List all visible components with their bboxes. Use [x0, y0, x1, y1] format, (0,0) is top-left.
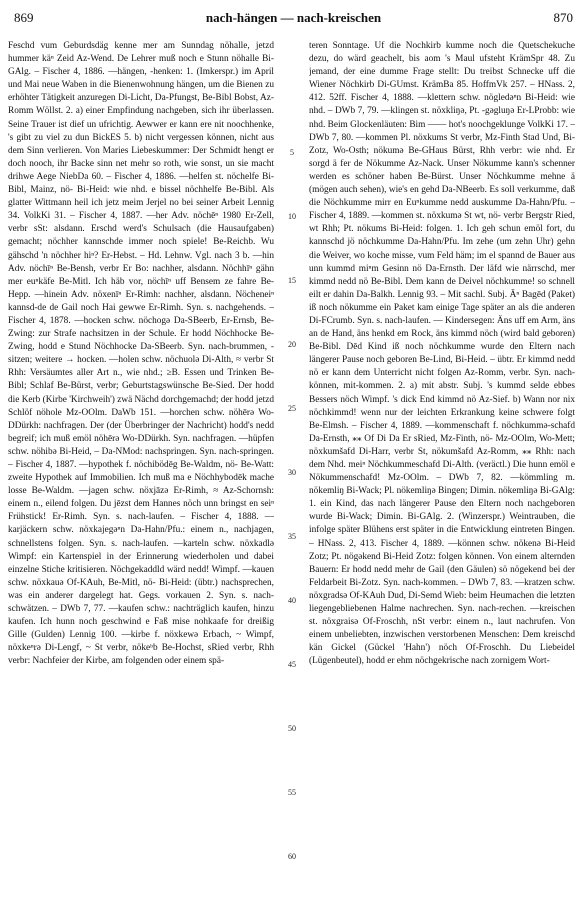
page-number-right: 870 [553, 10, 573, 25]
line-number: 5 [290, 148, 294, 157]
line-number: 35 [288, 532, 296, 541]
running-header [14, 10, 573, 30]
left-column [8, 40, 274, 906]
line-number: 10 [288, 212, 296, 221]
line-number: 45 [288, 660, 296, 669]
running-title: nach-hängen — nach-kreischen [205, 10, 382, 25]
page-number-left: 869 [14, 10, 34, 25]
line-number-gutter [281, 40, 303, 906]
line-number: 25 [288, 404, 296, 413]
line-number: 55 [288, 788, 296, 797]
line-number: 40 [288, 596, 296, 605]
left-column-text: Feschd vum Geburdsdäg kenne mer am Sunndag nöhalle, jetzd hummer käⁿ Zeid Az-Wend. De Lehrer muß noch e Stunn nöhalle Bi-GAlg. – Fischer 4, 1886. —hängen, -henken: 1. (Imkerspr.) im April und Mai neue Waben in die Bienenwohnung hängen, um die Bienen zu erhöhter Tätigkeit anzuregen Di-Licht, Da-Pfungst, Be-Bibl Bobst, Az-Romm Wöllst. 2. a) einer Empfindung nachgeben, sich ihr überlassen. Seine Trauer ist dief un ufrichtig. Aewwer er kann ere nit noochhenke, 's gibt zu viel zu dun BickES 5. b) nicht vergessen können, nicht aus dem Sinn verlieren. Von Maries Liebeskummer: Der Schmidt hengt er doch nooch, ihr Backe sinn net mehr so roth, wie sonst, un sie macht drihwe Aege NiebDa 60. – Fischer 4, 1886. —helfen st. nöchelfe Bi-Bibl, Mainz, nö- Bi-Heid: wie nhd. e bissel nöchhelfe Be-Bibl. Als glatter Wittmann heil ich jetz meim Jerjel no bei seiner Arbeit Lennig 34. VolkKi 31. – Fischer 4, 1887. —her Adv. nöchēⁿ 1980 Er-Zell, verbr sSt: alsdann. Erschd werd's Schulsach (die Hausaufgaben) gemacht; nöchher kannschde immer noch spiele! Be-Reichb. Wu gähschd 'n nöchher hiⁿ? Er-Hebst. – Hd. Lehnw. Vgl. nach 3 b. —hin Adv. nöchīⁿ Be-Bensh, verbr Er Bo: nachher, alsdann. Nöchhīⁿ gähn mer euⁿkäfe Be-Mitl. Ich häb vor, nöchīⁿ uff Bensem ze fahre Be-Hepp. —hinein Adv. nöxenīⁿ Er-Rimh: nachher, alsdann. Nöcheneiⁿ kannsd-de de Gail noch Hai gewwe Er-Rimh. Syn. s. nachgehends. – Fischer 4, 1878. —hocken schw. nöchogə Da-SBeerb, Er-Ernsb, Be-Zwing: zur Strafe nachsitzen in der Schule. Er hodd Nöchhocke Be-Zwing, hodd e Stund Nöchhocke Da-SBeerb. Syn. nach-brummen, -sitzen; weitere → hocken. —holen schw. nöchuolə Di-Alth, ≈ verbr St Rhh: Versäumtes aller Art n., wie nhd.; ≥B. Essen und Trinken Be-Bibl; Schlaf Be-Bürst, verbr; Geburtstagswünsche Be-Sied. Der hodd die Kerb (Kirbe 'Kirchweih') zwä Nächd dorchgemachd; der hodd jetzd Schlöf nöhole Mz-OOlm. DaWb 151. —horchen schw. nöhērə Wo-DDürkh: nachfragen. Der (der Überbringer der Nachricht) hodd's nedd begreif; ich muß emöl nöhērə Wo-DDürkh. Syn. nachfragen. —hüpfen schw. nöhibə Bi-Heid, – Da-NMod: nachspringen. Syn. nach-springen. – Fischer 4, 1887. —hypothek f. nöchibödēg Be-Waldm, nö- Be-Watt: zweite Hypothek auf Immobilien. Ich muß ma e Nöchhybodēk mache losse Be-Waldm. —jagen schw. nöxjāzə Er-Rimh, ≈ Az-Schornsh: einem n., eilend folgen. Du jēzst dem Hannes nöch unn bringst en seiⁿ Frühstick! Er-Rimh. Syn. s. nach-laufen. – Fischer 4, 1888. —karjäckern schw. nöxkajegəⁿn Da-Hahn/Pfu.: einem n., nachjagen, schnellstens folgen. Syn. s. nach-laufen. —karteln schw. nöxkadlə Wimpf: ein Kartenspiel in der Erinnerung wiederholen und dabei einzelne Stiche kritisieren. Nöchgekaddld wärd nedd! Wimpf. —kauen schw. nöxkauə Of-KAuh, Be-Mitl, nö- Bi-Heid: (übtr.) nachsprechen, was ein anderer dargelegt hat. Gegs. vorkauen 2. Syn. s. nach-schwätzen. – DWb 7, 77. —kaufen schw.: nachträglich kaufen, hinzu kaufen. Ich hunn noch geschwind e Faß mise nohkaafe for dreißig Gille (Gulden) Lennig 100. —kirbe f. nöxkewə Erbach, ~ Wimpf, nöxkeⁿrə Di-Lengf, ~ St verbr, nökeᵇb Be-Hochst, sRied verbr, Rhh verbr: Nachfeier der Kirbe, am folgenden oder einem spä- [8, 41, 274, 667]
line-number: 15 [288, 276, 296, 285]
line-number: 60 [288, 852, 296, 861]
line-number: 20 [288, 340, 296, 349]
right-column [309, 40, 575, 906]
line-number: 30 [288, 468, 296, 477]
line-number: 50 [288, 724, 296, 733]
right-column-text: teren Sonntage. Uf die Nochkirb kumme noch die Quetschekuche dezu, do wärd geachelt, bis aom 's Maul ufsteht KrämSpr 48. Zu jemand, der eine dumme Frage stellt: Du treibst Schnecke uff die Wiener Nöchkirb Di-GUmst. KrämBa 85. HoffmVk 257. – HNass. 2, 412. 52ff. Fischer 4, 1888. —klettern schw. nögledəⁿn Bi-Heid: wie nhd. – DWb 7, 79. —klingen st. nöxkliŋə, Pt. -gəgluŋə Er-LProbb: wie nhd. Beim Glockenläuten: Bim —— hot's noochgeklunge VolkKi 17. – DWb 7, 80. —kommen Pl. nöxkums St verbr, Mz-Finth Stad Und, Bi-Zotz, Wo-Osth; nökumə Be-GHaus Bürst, Rhh verbr: wie nhd. Er sorgd ä fer de Nökumme Az-Nack. Unser Nökumme kann's schenner werden es schöner haben Be-Bürst. Unser Nöchkumme mehne ä (mögen auch sehen), wie's en gehd Da-NBeerb. Es soll verkumme, daß die Nöchkumme mirr en Euⁿkumme nedd auskumme Da-Hahn/Pfu. – Fischer 4, 1889. —kommen st. nöxkumə St wt, nö- verbr Bergstr Ried, wt Rhh; Pt. nökums Bi-Heid: folgen. 1. Ich geh schun emöl fort, du kannschd jö nöchkumme Da-Hahn/Pfu. Im zehe (um zehn Uhr) gehn die Weiver, wo koche misse, vum Feld häm; im el spannd de Bauer aus unn kummd miⁿm Gesinn nö Da-Ernsth. Der läfd wie närrschd, mer kimmd nedd nö Be-Bibl. Dem kann de Deivel nöchkumme! so schnell eilt er dahin Da-Balkh. Lennig 93. – Mit sachl. Subj. Āⁿ Bagēd (Paket) iß noch nökumme ein Paket kam einige Tage später an als die anderen Di-FCrumb. Syn. s. nach-laufen. — Kindersegen: Äns uff em Arm, äns an de Hand, äns henkd em Rock, äns kimmd nöch (wird bald geboren) Be-Bibl. Dēd Kind iß noch nöchkumme wurde den Eltern nach längerer Pause noch geboren Be-Lind, Bi-Heid. – übtr. Er kimmd nedd nö er kann dem Unterricht nicht folgen Az-Romm, verbr. Syn. nach-können, mit-kommen. 2. a) mit abstr. Subj. 's kummd selde ebbes Bessers nöch Wimpf. 's dick End kimmd nö Az-Sief. b) Wann nor nix nöchkimmd! wenn nur der leichten Erkrankung keine schwere folgt Be-Elmsh. – Fischer 4, 1889. —kommenschaft f. nöchkummə-schafd Da-Ernsth, ⁎⁎ Of Di Da Er sRied, Mz-Finth, nö- Mz-OOlm, Wo-Mett; nöxkumšafd Di-Harr, verbr St, nökumšafd Az-Romm, ⁎⁎ Rhh: nach dem Nhd. meiⁿ Nöchkummeschafd Di-Alth. (veräctl.) Die hunn emöl e Nökummenschafd! Mz-OOlm. – DWb 7, 82. —kömmling m. nökemliŋ Bi-Wack; Pl. nökemliŋə Bingen; Dimin. nökemliŋə Bi-GAlg: 1. ein Kind, das nach längerer Pause den Eltern noch nachgeboren wurde Bi-Wack; Dimin. Bi-GAlg. 2. (Winzerspr.) Weintrauben, die infolge später Blühens erst später in die Entwicklung eintreten Bingen. – HNass. 2, 413. Fischer 4, 1889. —können schw. nökenə Bi-Heid Zotz; Pt. nögəkend Bi-Heid Zotz: folgen können. Von einem alternden Bauern: Er hodd nedd mehr de Gail (den Gäulen) sö nögekend bei der Feldarbeit Bi-Zotz. Syn. nach-kommen. – DWb 7, 83. —kratzen schw. nöxgradsə Of-KAuh Dud, Di-Semd Wieb: beim Heumachen die letzten liegengebliebenen Halme nachrechen. Syn. nach-rechen. —kreischen st. nöxgraisə Of-Froschh, nSt verbr: einem n., laut nachrufen. Von einem unbeliebten, inzwischen verstorbenen Menschen: Dem kreischd kän Gickel (Gückel 'Hahn') nöch Of-Froschh. Du Liebeidel (Lügenbeutel), hodd er ehm nöchgekrische nach zornigem Wort- [309, 41, 575, 667]
